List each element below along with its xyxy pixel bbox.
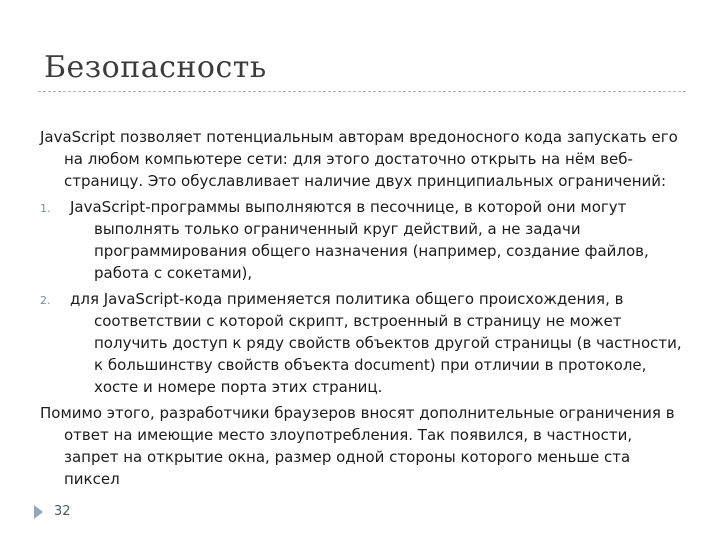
slide-title: Безопасность xyxy=(44,50,267,85)
restrictions-list xyxy=(40,196,688,398)
list-text: JavaScript-программы выполняются в песочнице, в которой они могут выполнять только ограниченный круг действий, а не задачи программирования общего назначения (например, создание файлов, работа с сокетами), xyxy=(70,198,649,282)
page-number: 32 xyxy=(54,504,71,519)
intro-paragraph: JavaScript позволяет потенциальным авторам вредоносного кода запускать его на любом компьютере сети: для этого достаточно открыть на нём веб-страницу. Это обуславливает наличие двух принципиальных ограничений: xyxy=(40,128,678,190)
outro-paragraph: Помимо этого, разработчики браузеров вносят дополнительные ограничения в ответ на имеющие место злоупотребления. Так появился, в частности, запрет на открытие окна, размер одной стороны которого меньше ста пиксел xyxy=(40,404,675,488)
title-divider xyxy=(38,91,686,92)
list-item xyxy=(40,288,688,398)
list-number: 2. xyxy=(40,294,51,307)
slide-body xyxy=(40,126,688,494)
list-text: для JavaScript-кода применяется политика общего происхождения, в соответствии с которой скрипт, встроенный в страницу не может получить доступ к ряду свойств объектов другой страницы (в частности, к большинству свойств объекта document) при отличии в протоколе, хосте и номере порта этих страниц. xyxy=(70,290,682,396)
footer-arrow-icon xyxy=(34,505,43,519)
list-item xyxy=(40,196,688,284)
list-number: 1. xyxy=(40,202,51,215)
